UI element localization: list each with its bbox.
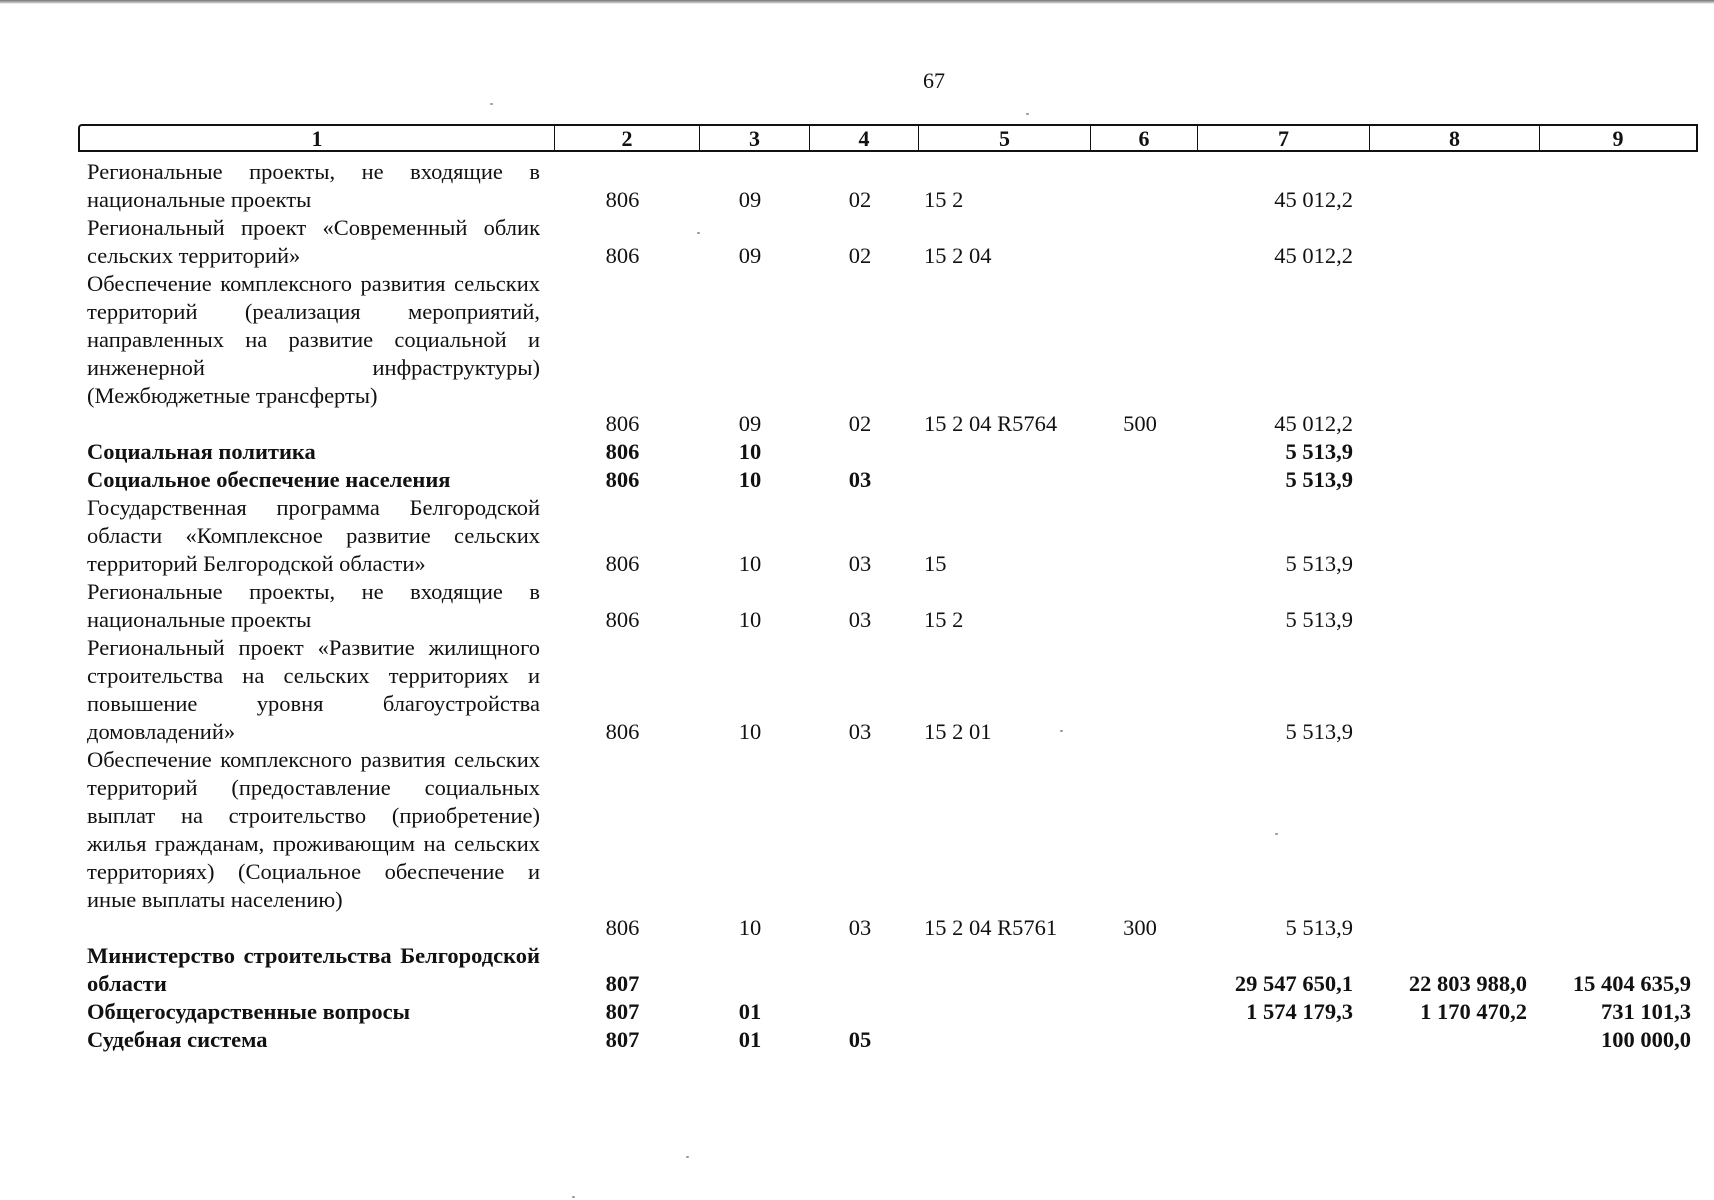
cell-col-3: 09 [738,187,762,212]
cell-col-4 [806,998,914,1026]
cell-col-7: 5 513,9 [1285,607,1353,632]
cell-col-8 [1370,550,1527,578]
table-row [0,494,1714,578]
header-col-6: 6 [1090,126,1197,150]
cell-col-3: 10 [738,467,762,492]
header-col-8: 8 [1369,126,1539,150]
cell-col-2: 806 [605,243,640,268]
cell-col-9 [1540,550,1691,578]
cell-col-4: 02 [848,411,872,436]
cell-col-2: 806 [605,411,640,436]
cell-col-4: 02 [848,187,872,212]
table-row [0,270,1714,438]
cell-col-5: 15 2 04 R5761 [924,915,1058,940]
row-name: Региональные проекты, не входящие в национальные проекты [87,579,540,632]
cell-col-6 [1088,606,1192,634]
cell-col-8 [1370,914,1527,942]
cell-col-6 [1088,1026,1192,1054]
cell-col-2: 806 [605,719,640,744]
cell-col-5 [924,998,1104,1026]
cell-col-9 [1540,914,1691,942]
row-name: Обеспечение комплексного развития сельских территорий (реализация мероприятий, направленных на развитие социальной и инженерной инфраструктуры) (Межбюджетные трансферты) [87,271,540,408]
cell-col-5: 15 2 [924,607,964,632]
header-col-5: 5 [918,126,1090,150]
cell-col-9 [1540,466,1691,494]
cell-col-4 [806,438,914,466]
row-name: Судебная система [87,1027,268,1052]
cell-col-6 [1088,998,1192,1026]
cell-col-3: 10 [738,915,762,940]
table-row [0,998,1714,1026]
cell-col-5: 15 2 [924,187,964,212]
table-row [0,1026,1714,1054]
scan-speck [686,1156,689,1158]
cell-col-6 [1088,438,1192,466]
row-name: Региональный проект «Современный облик сельских территорий» [87,215,540,268]
row-name: Общегосударственные вопросы [87,999,411,1024]
table-row [0,466,1714,494]
cell-col-2: 807 [605,999,640,1024]
cell-col-8 [1370,186,1527,214]
cell-col-7: 5 513,9 [1285,467,1353,492]
row-name: Социальная политика [87,439,316,464]
cell-col-7: 45 012,2 [1274,411,1353,436]
cell-col-9 [1540,606,1691,634]
cell-col-4 [806,970,914,998]
header-col-9: 9 [1539,126,1696,150]
cell-col-7: 5 513,9 [1285,551,1353,576]
cell-col-6 [1088,550,1192,578]
cell-col-8 [1370,606,1527,634]
header-col-3: 3 [699,126,809,150]
table-row [0,158,1714,214]
cell-col-6 [1088,718,1192,746]
row-name: Государственная программа Белгородской области «Комплексное развитие сельских территорий Белгородской области» [87,495,540,576]
row-name: Обеспечение комплексного развития сельских территорий (предоставление социальных выплат на строительство (приобретение) жилья гражданам, проживающим на сельских территориях) (Социальное обеспечение и иные выплаты населению) [87,747,540,912]
cell-col-6 [1088,466,1192,494]
cell-col-7: 45 012,2 [1274,187,1353,212]
scan-speck [1060,730,1063,732]
cell-col-3: 09 [738,243,762,268]
cell-col-5: 15 2 04 R5764 [924,411,1058,436]
cell-col-9 [1540,718,1691,746]
cell-col-4: 05 [848,1027,872,1052]
cell-col-2: 807 [605,1027,640,1052]
cell-col-6 [1088,186,1192,214]
cell-col-8 [1370,718,1527,746]
cell-col-2: 807 [605,971,640,996]
cell-col-3 [698,970,802,998]
cell-col-7: 5 513,9 [1285,719,1353,744]
table-row [0,438,1714,466]
cell-col-5 [924,1026,1104,1054]
cell-col-9 [1540,438,1691,466]
header-col-4: 4 [809,126,918,150]
header-col-1: 1 [311,126,323,151]
cell-col-2: 806 [605,439,640,464]
cell-col-2: 806 [605,607,640,632]
cell-col-3: 09 [738,411,762,436]
cell-col-3: 10 [738,719,762,744]
row-name: Министерство строительства Белгородской области [87,943,540,996]
cell-col-7: 45 012,2 [1274,243,1353,268]
cell-col-9 [1540,410,1691,438]
cell-col-8 [1370,410,1527,438]
scan-speck [697,232,700,234]
cell-col-4: 03 [848,551,872,576]
cell-col-5: 15 [924,551,947,576]
table-row [0,634,1714,746]
cell-col-6: 300 [1123,915,1157,940]
cell-col-4: 03 [848,607,872,632]
cell-col-5: 15 2 01 [924,719,992,744]
row-name: Социальное обеспечение населения [87,467,451,492]
cell-col-9: 100 000,0 [1601,1027,1691,1052]
cell-col-3: 01 [738,999,762,1024]
cell-col-5 [924,466,1104,494]
cell-col-8: 1 170 470,2 [1420,999,1527,1024]
cell-col-7: 5 513,9 [1285,915,1353,940]
cell-col-6: 500 [1123,411,1157,436]
scan-speck [490,103,493,105]
cell-col-6 [1088,970,1192,998]
table-row [0,942,1714,998]
cell-col-4: 02 [848,243,872,268]
cell-col-2: 806 [605,187,640,212]
cell-col-3: 10 [738,607,762,632]
cell-col-8 [1370,242,1527,270]
cell-col-2: 806 [605,551,640,576]
cell-col-2: 806 [605,915,640,940]
row-name: Региональные проекты, не входящие в национальные проекты [87,159,540,212]
cell-col-2: 806 [605,467,640,492]
cell-col-4: 03 [848,719,872,744]
cell-col-5: 15 2 04 [924,243,992,268]
cell-col-8 [1370,438,1527,466]
cell-col-3: 10 [738,551,762,576]
cell-col-8: 22 803 988,0 [1408,971,1527,996]
table-row [0,214,1714,270]
cell-col-9: 731 101,3 [1601,999,1691,1024]
table-header [78,124,1698,152]
cell-col-8 [1370,466,1527,494]
table-row [0,746,1714,942]
page-number: 67 [923,68,945,93]
cell-col-4: 03 [848,915,872,940]
cell-col-9 [1540,242,1691,270]
cell-col-3: 10 [738,439,762,464]
cell-col-5 [924,970,1104,998]
cell-col-8 [1370,1026,1527,1054]
cell-col-6 [1088,242,1192,270]
cell-col-9: 15 404 635,9 [1572,971,1691,996]
row-name: Региональный проект «Развитие жилищного строительства на сельских территориях и повышение уровня благоустройства домовладений» [87,635,540,744]
cell-col-7 [1200,1026,1353,1054]
header-col-2: 2 [554,126,699,150]
cell-col-4: 03 [848,467,872,492]
cell-col-7: 5 513,9 [1285,439,1353,464]
scan-speck [1275,833,1278,835]
cell-col-7: 29 547 650,1 [1234,971,1353,996]
cell-col-5 [924,438,1104,466]
cell-col-7: 1 574 179,3 [1246,999,1353,1024]
scan-speck [572,1196,575,1198]
scan-speck [1026,113,1029,115]
header-col-7: 7 [1197,126,1369,150]
cell-col-3: 01 [738,1027,762,1052]
table-row [0,578,1714,634]
cell-col-9 [1540,186,1691,214]
scan-edge [0,0,1714,4]
